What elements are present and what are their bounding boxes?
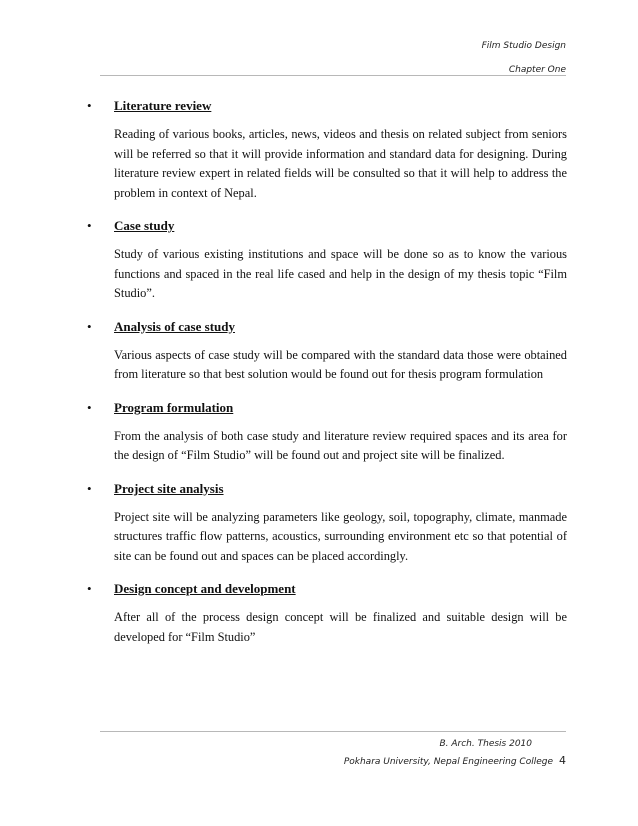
bullet-icon: • bbox=[87, 318, 92, 334]
footer-institution-line bbox=[344, 754, 566, 769]
item-heading: Literature review bbox=[114, 98, 212, 113]
list-item-case-study bbox=[87, 216, 567, 304]
item-text: Reading of various books, articles, news, videos and thesis on related subject from seniors will be referred so that it will provide information and standard data for designing. During literature review expert in related fields will be consulted so that it will help to address the problem in context of Nepal. bbox=[114, 127, 567, 200]
header-title: Film Studio Design bbox=[481, 41, 566, 51]
item-heading: Case study bbox=[114, 218, 175, 233]
bullet-icon: • bbox=[87, 98, 92, 113]
list-item-program-formulation bbox=[87, 398, 567, 466]
item-heading: Project site analysis bbox=[114, 480, 224, 496]
bullet-icon: • bbox=[87, 218, 92, 233]
item-heading: Design concept and development bbox=[114, 581, 296, 596]
page-footer bbox=[344, 738, 566, 769]
page-number: 4 bbox=[559, 754, 566, 767]
footer-institution: Pokhara University, Nepal Engineering College bbox=[343, 757, 553, 767]
item-text: From the analysis of both case study and literature review required spaces and its area for the design of “Film Studio” will be found out and project site will be finalized. bbox=[114, 428, 567, 462]
item-text: After all of the process design concept will be finalized and suitable design will be developed for “Film Studio” bbox=[114, 610, 567, 644]
list-item-analysis-of-case-study bbox=[87, 317, 567, 385]
page-header bbox=[482, 40, 566, 76]
list-item-design-concept bbox=[87, 579, 567, 647]
footer-divider bbox=[100, 731, 566, 732]
item-heading: Program formulation bbox=[114, 399, 234, 415]
header-chapter: Chapter One bbox=[508, 65, 566, 75]
list-item-project-site-analysis bbox=[87, 479, 567, 567]
header-divider bbox=[100, 75, 566, 76]
item-text: Study of various existing institutions and space will be done so as to know the various functions and spaced in the real life cased and help in the design of my thesis topic “Film Studio”. bbox=[114, 247, 567, 300]
footer-thesis-line: B. Arch. Thesis 2010 bbox=[439, 739, 532, 749]
list-item-literature-review bbox=[87, 96, 567, 203]
bullet-icon: • bbox=[87, 480, 92, 496]
item-text: Project site will be analyzing parameters like geology, soil, topography, climate, manmade structures traffic flow patterns, acoustics, surrounding environment etc so that potential of site can be found out and spaces can be placed accordingly. bbox=[114, 509, 567, 563]
bullet-icon: • bbox=[87, 581, 92, 596]
item-heading: Analysis of case study bbox=[114, 318, 235, 334]
bullet-icon: • bbox=[87, 399, 92, 415]
methodology-list bbox=[87, 96, 567, 660]
item-text: Various aspects of case study will be compared with the standard data those were obtained from literature so that best solution would be found out for thesis program formulation bbox=[114, 347, 567, 381]
